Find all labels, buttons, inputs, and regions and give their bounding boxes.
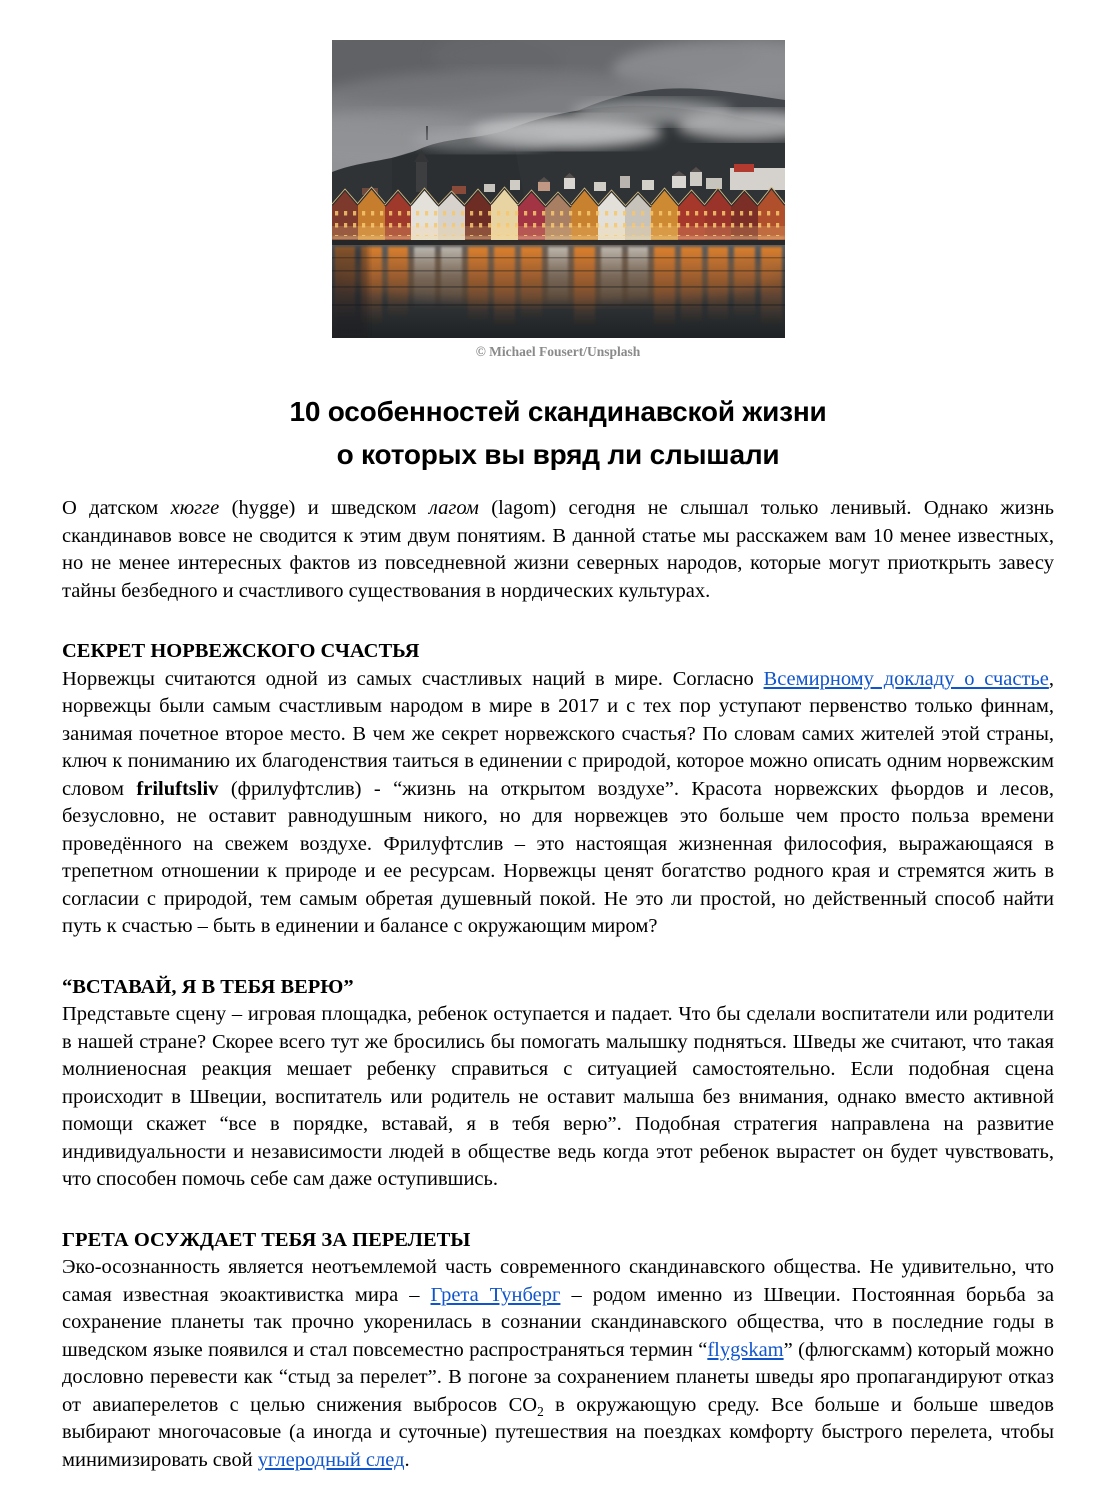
inline-link[interactable]: углеродный след: [257, 1448, 405, 1471]
inline-link[interactable]: Грета Тунберг: [430, 1283, 561, 1306]
section-heading: “ВСТАВАЙ, Я В ТЕБЯ ВЕРЮ”: [62, 975, 354, 998]
article-photo: [332, 40, 785, 360]
section-get-up-i-believe-in-you: [62, 974, 1054, 1194]
title-line-2: о которых вы вряд ли слышали: [336, 439, 780, 470]
section-paragraph: Норвежцы считаются одной из самых счастливых наций в мире. Согласно Всемирному докладу о счастье, норвежцы были самым счастливым народом в мире в 2017 и с тех пор уступают первенство только финнам, занимая почетное второе место. В чем же секрет норвежского счастья? По словам самих жителей этой страны, ключ к пониманию их благоденствия таиться в единении с природой, которое можно описать одним норвежским словом friluftsliv (фрилуфтслив) - “жизнь на открытом воздухе”. Красота норвежских фьордов и лесов, безусловно, не оставит равнодушным никого, но для норвежцев это больше чем просто польза времени проведённого на свежем воздухе. Фрилуфтслив – это настоящая жизненная философия, выражающаяся в трепетном отношении к природе и ее ресурсам. Норвежцы ценят богатство родного края и стремятся жить в согласии с природой, тем самым обретая душевный покой. Не это ли простой, но действенный способ найти путь к счастью – быть в единении и балансе с окружающим миром?: [62, 667, 1054, 937]
article-body: [62, 495, 1054, 1474]
section-paragraph: Представьте сцену – игровая площадка, ребенок оступается и падает. Что бы сделали воспитатели или родители в нашей стране? Скорее всего тут же бросились бы помогать малышку подняться. Шведы же считают, что такая молниеносная реакция мешает ребенку справиться с ситуацией самостоятельно. Если подобная сцена происходит в Швеции, воспитатель или родитель не оставит малыша без внимания, однако вместо активной помощи скажет “все в порядке, вставай, я в тебя верю”. Подобная стратегия направлена на развитие индивидуальности и независимости людей в обществе ведь когда этот ребенок вырастет он будет чувствовать, что способен помочь себе сам даже оступившись.: [62, 1003, 1054, 1190]
section-heading: СЕКРЕТ НОРВЕЖСКОГО СЧАСТЬЯ: [62, 640, 420, 662]
section-paragraph: Эко-осознанность является неотъемлемой часть современного скандинавского общества. Не удивительно, что самая известная экоактивистка мира – Грета Тунберг – родом именно из Швеции. Постоянная борьба за сохранение планеты так прочно укоренилась в сознании скандинавского общества, что в последние годы в шведском языке появился и стал повсеместно распространяться термин “flygskam” (флюгскамм) который можно дословно перевести как “стыд за перелет”. В погоне за сохранением планеты шведы яро пропагандируют отказ от авиаперелетов с целью снижения выбросов $CO_2$ в окружающую среду. Все больше и больше шведов выбирают многочасовые (а иногда и суточные) путешествия на поездках комфорту быстрого перелета, чтобы минимизировать свой углеродный след.: [62, 1256, 1054, 1471]
bryggen-houses: [332, 187, 785, 240]
section-heading: ГРЕТА ОСУЖДАЕТ ТЕБЯ ЗА ПЕРЕЛЕТЫ: [62, 1228, 471, 1251]
inline-link[interactable]: Всемирному докладу о счастье: [763, 667, 1049, 690]
intro-paragraph: О датском хюгге (hygge) и шведском лагом (lagom) сегодня не слышал только ленивый. Однако жизнь скандинавов вовсе не сводится к этим двум понятиям. В данной статье мы расскажем вам 10 менее известных, но не менее интересных фактов из повседневной жизни северных народов, которые могут приоткрыть завесу тайны безбедного и счастливого существования в нордических культурах.: [62, 497, 1054, 602]
section-norwegian-happiness: [62, 638, 1054, 941]
photo-caption: © Michael Fousert/Unsplash: [475, 344, 641, 359]
inline-link[interactable]: flygskam: [707, 1338, 784, 1361]
title-line-1: 10 особенностей скандинавской жизни: [289, 396, 827, 427]
section-greta-flight-shame: [62, 1227, 1054, 1475]
page-title: [0, 390, 1116, 476]
bergen-harbor-photo-illustration: [332, 40, 785, 338]
